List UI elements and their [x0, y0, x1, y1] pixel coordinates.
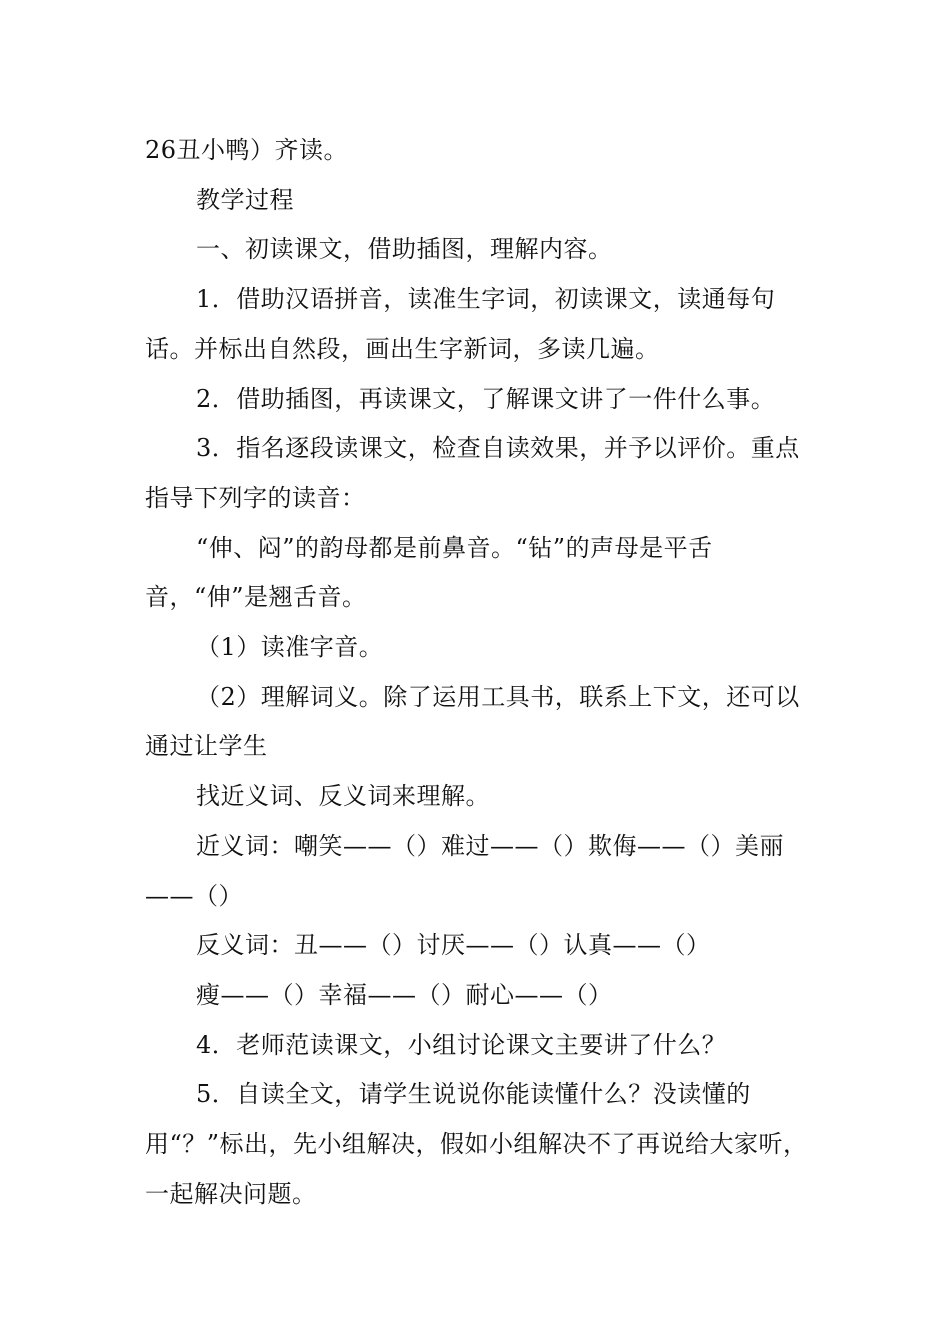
paragraph-continuation: 26丑小鸭）齐读。 — [145, 136, 349, 164]
paragraph-antonyms: 反义词：丑——（）讨厌——（）认真——（） — [196, 931, 711, 960]
subsection-heading: 一、初读课文，借助插图，理解内容。 — [196, 235, 613, 264]
paragraph-step-1: 1．借助汉语拼音，读准生字词，初读课文，读通每句话。并标出自然段，画出生字新词，多读几遍。 — [145, 285, 776, 363]
paragraph-item-1: （1）读准字音。 — [196, 633, 384, 662]
paragraph-synonyms: 近义词：嘲笑——（）难过——（）欺侮——（）美丽——（） — [145, 831, 784, 910]
paragraph-antonyms-continued: 瘦——（）幸福——（）耐心——（） — [196, 980, 613, 1009]
section-heading: 教学过程 — [196, 185, 294, 214]
paragraph-item-2: （2）理解词义。除了运用工具书，联系上下文，还可以通过让学生 — [145, 682, 800, 761]
paragraph-pronunciation-note: “伸、闷”的韵母都是前鼻音。“钻”的声母是平舌音，“伸”是翘舌音。 — [145, 533, 713, 612]
paragraph-step-5: 5．自读全文，请学生说说你能读懂什么？没读懂的用“？”标出，先小组解决，假如小组解决不了再说给大家听，一起解决问题。 — [145, 1080, 808, 1208]
paragraph-step-3: 3．指名逐段读课文，检查自读效果，并予以评价。重点指导下列字的读音： — [145, 434, 800, 512]
paragraph-step-4: 4．老师范读课文，小组讨论课文主要讲了什么？ — [196, 1030, 727, 1059]
document-body — [145, 126, 810, 1219]
paragraph-step-2: 2．借助插图，再读课文，了解课文讲了一件什么事。 — [196, 384, 776, 413]
paragraph-synonym-intro: 找近义词、反义词来理解。 — [196, 782, 490, 811]
